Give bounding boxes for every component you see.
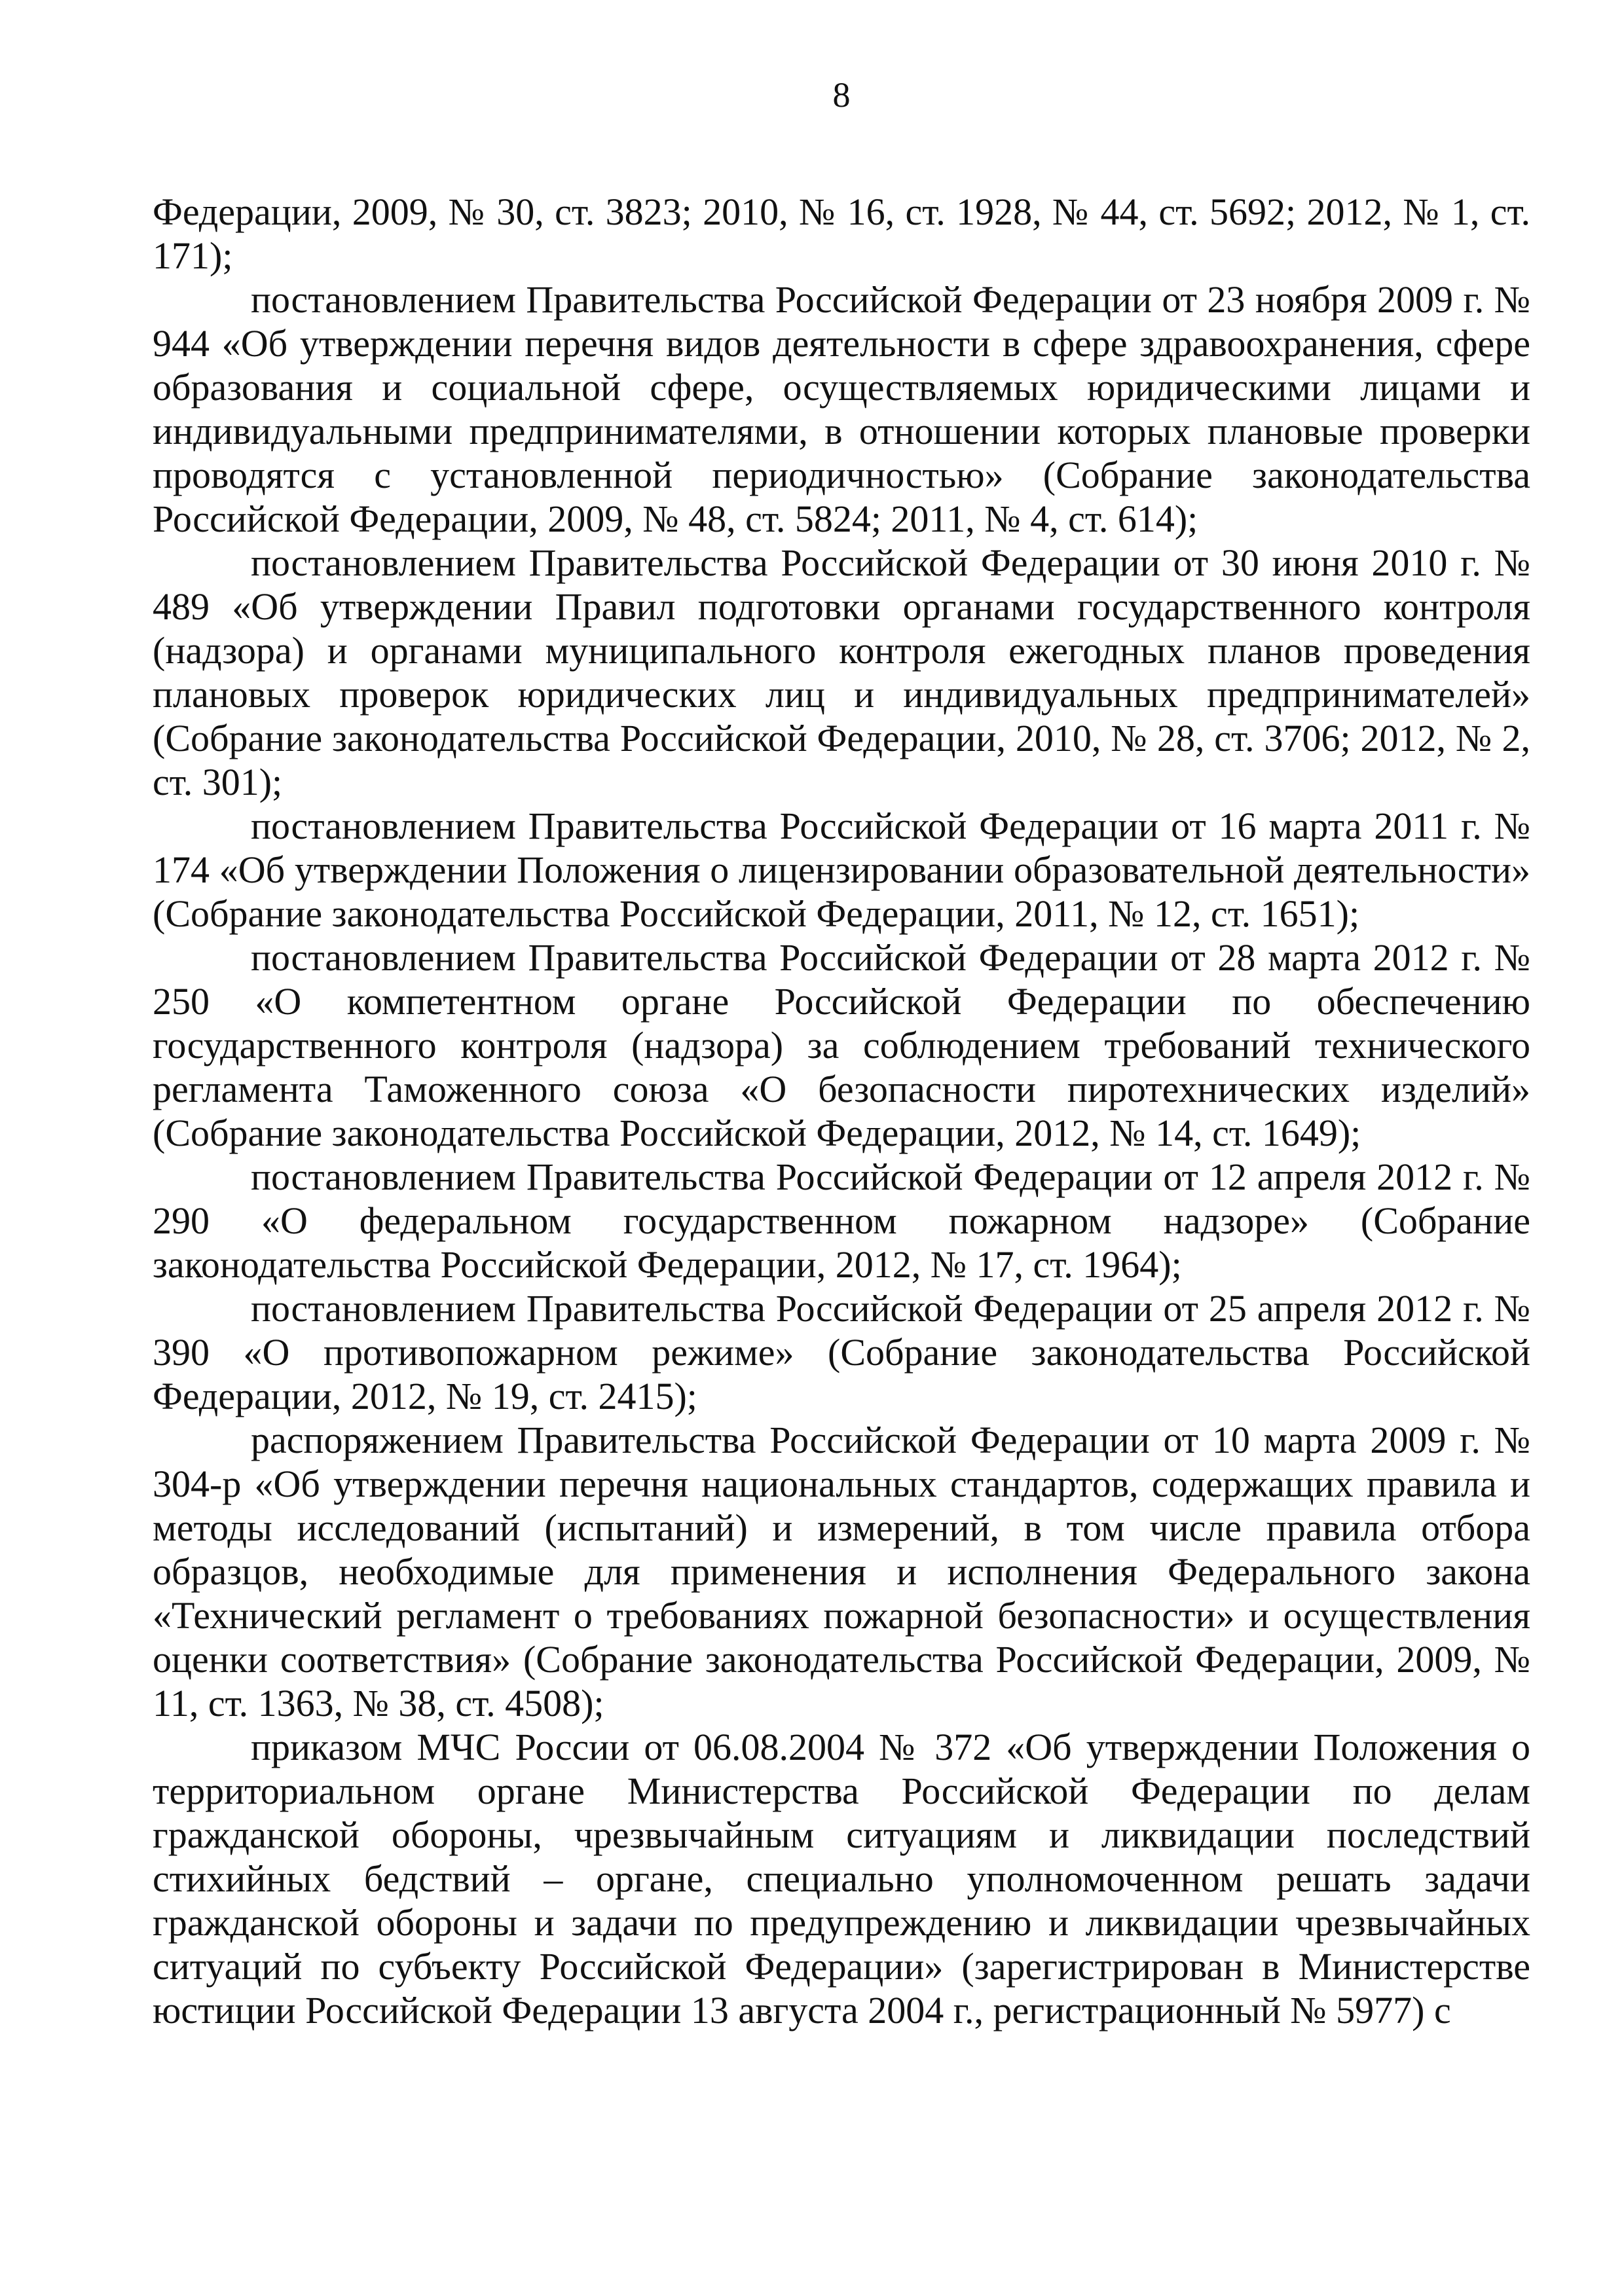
paragraph-resolution-174: постановлением Правительства Российской Федерации от 16 марта 2011 г. № 174 «Об утверждении Положения о лицензировании образовательной деятельности» (Собрание законодательства Российской Федерации, 2011, № 12, ст. 1651); bbox=[153, 805, 1530, 935]
document-body bbox=[153, 190, 1530, 2032]
paragraph-resolution-290: постановлением Правительства Российской Федерации от 12 апреля 2012 г. № 290 «О федеральном государственном пожарном надзоре» (Собрание законодательства Российской Федерации, 2012, № 17, ст. 1964); bbox=[153, 1156, 1530, 1286]
paragraph-resolution-489: постановлением Правительства Российской Федерации от 30 июня 2010 г. № 489 «Об утверждении Правил подготовки органами государственного контроля (надзора) и органами муниципального контроля ежегодных планов проведения плановых проверок юридических лиц и индивидуальных предпринимателей» (Собрание законодательства Российской Федерации, 2010, № 28, ст. 3706; 2012, № 2, ст. 301); bbox=[153, 541, 1530, 803]
paragraph-resolution-390: постановлением Правительства Российской Федерации от 25 апреля 2012 г. № 390 «О противопожарном режиме» (Собрание законодательства Российской Федерации, 2012, № 19, ст. 2415); bbox=[153, 1287, 1530, 1417]
paragraph-resolution-944: постановлением Правительства Российской Федерации от 23 ноября 2009 г. № 944 «Об утверждении перечня видов деятельности в сфере здравоохранения, сфере образования и социальной сфере, осуществляемых юридическими лицами и индивидуальными предпринимателями, в отношении которых плановые проверки проводятся с установленной периодичностью» (Собрание законодательства Российской Федерации, 2009, № 48, ст. 5824; 2011, № 4, ст. 614); bbox=[153, 278, 1530, 540]
page-number: 8 bbox=[832, 75, 851, 115]
paragraph-resolution-250: постановлением Правительства Российской Федерации от 28 марта 2012 г. № 250 «О компетентном органе Российской Федерации по обеспечению государственного контроля (надзора) за соблюдением требований технического регламента Таможенного союза «О безопасности пиротехнических изделий» (Собрание законодательства Российской Федерации, 2012, № 14, ст. 1649); bbox=[153, 936, 1530, 1154]
paragraph-continuation: Федерации, 2009, № 30, ст. 3823; 2010, № 16, ст. 1928, № 44, ст. 5692; 2012, № 1, ст. 171); bbox=[153, 191, 1530, 277]
paragraph-order-304r: распоряжением Правительства Российской Федерации от 10 марта 2009 г. № 304-р «Об утверждении перечня национальных стандартов, содержащих правила и методы исследований (испытаний) и измерений, в том числе правила отбора образцов, необходимые для применения и исполнения Федерального закона «Технический регламент о требованиях пожарной безопасности» и осуществления оценки соответствия» (Собрание законодательства Российской Федерации, 2009, № 11, ст. 1363, № 38, ст. 4508); bbox=[153, 1419, 1530, 1724]
paragraph-order-mchs-372: приказом МЧС России от 06.08.2004 № 372 «Об утверждении Положения о территориальном органе Министерства Российской Федерации по делам гражданской обороны, чрезвычайным ситуациям и ликвидации последствий стихийных бедствий – органе, специально уполномоченном решать задачи гражданской обороны и задачи по предупреждению и ликвидации чрезвычайных ситуаций по субъекту Российской Федерации» (зарегистрирован в Министерстве юстиции Российской Федерации 13 августа 2004 г., регистрационный № 5977) с bbox=[153, 1726, 1530, 2032]
